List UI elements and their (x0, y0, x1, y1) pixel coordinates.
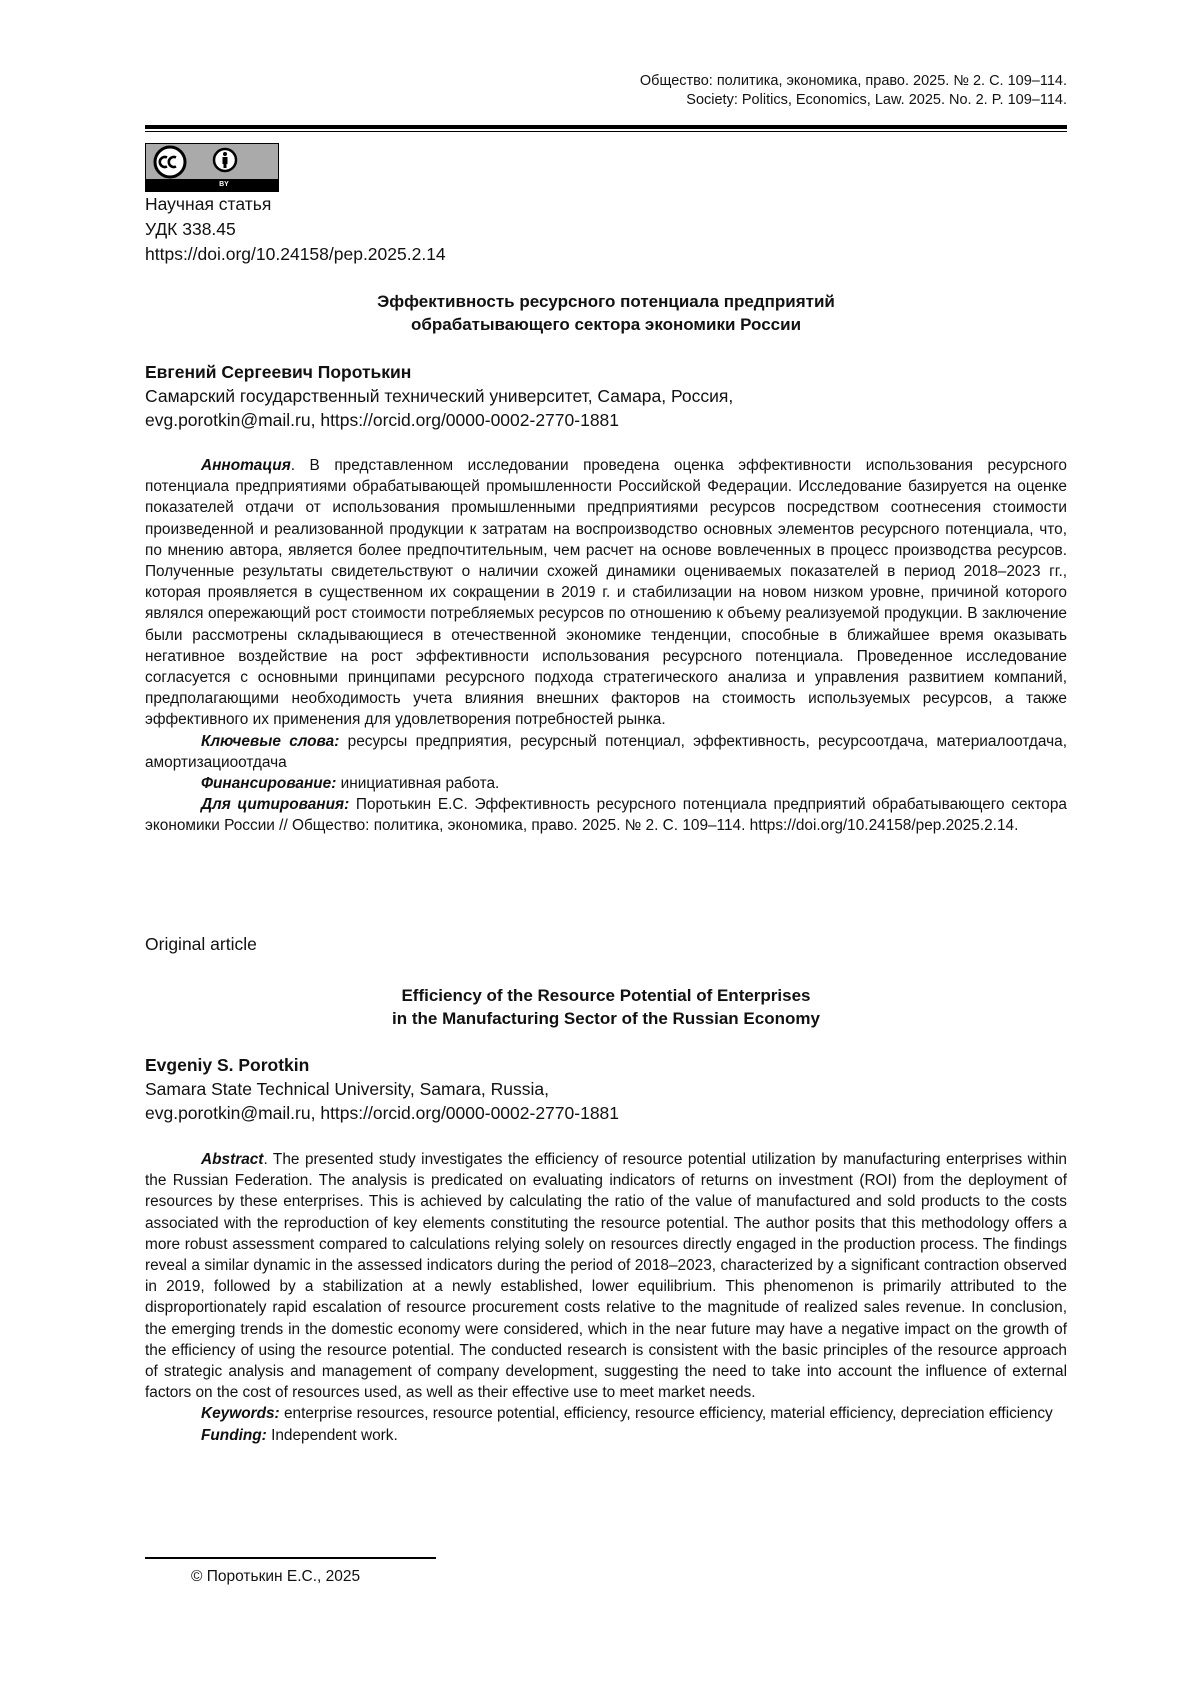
en-title-line1: Efficiency of the Resource Potential of Enterprises (401, 986, 811, 1005)
en-affiliation: Samara State Technical University, Samara, Russia, (145, 1079, 549, 1099)
article-meta (145, 192, 446, 267)
en-keywords (145, 1403, 1067, 1424)
cc-by-label: BY (219, 181, 229, 188)
ru-abstract-block (145, 455, 1067, 837)
running-head (640, 72, 1067, 110)
doi-link[interactable]: https://doi.org/10.24158/pep.2025.2.14 (145, 244, 446, 264)
en-funding (145, 1425, 1067, 1446)
en-title-line2: in the Manufacturing Sector of the Russian Economy (392, 1009, 820, 1028)
ru-citation-text: Поротькин Е.С. Эффективность ресурсного потенциала предприятий обрабатывающего сектора экономики России // Общество: политика, экономика, право. 2025. № 2. С. 109–114. https://doi.org/10.24158/pep.2025.2.14. (145, 796, 1067, 835)
en-keywords-label: Keywords: (201, 1405, 280, 1423)
ru-abstract-text: . В представленном исследовании проведена оценка эффективности использования ресурсного потенциала предприятиями обрабатывающей промышленности Российской Федерации. Исследование базируется на оценке показателей отдачи от использования промышленными предприятиями ресурсов посредством соотнесения стоимости произведенной и реализованной продукции к затратам на воспроизводство основных элементов ресурсного потенциала, что, по мнению автора, является более предпочтительным, чем расчет на основе вовлеченных в процесс производства ресурсов. Полученные результаты свидетельствуют о наличии схожей динамики оцениваемых показателей в период 2018–2023 гг., которая проявляется в существенном их сокращении в 2019 г. и стабилизации на новом низком уровне, причиной которого являлся опережающий рост стоимости потребляемых ресурсов по отношению к объему реализуемой продукции. В заключение были рассмотрены складывающиеся в отечественной экономике тенденции, способные в ближайшее время оказывать негативное воздействие на рост эффективности использования ресурсного потенциала. Проведенное исследование согласуется с основными принципами ресурсного подхода стратегического анализа и управления развитием компаний, предполагающими необходимость учета влияния внешних факторов на стоимость используемых ресурсов, а также эффективного их применения для удовлетворения потребностей рынка. (145, 457, 1067, 729)
ru-affiliation: Самарский государственный технический университет, Самара, Россия, (145, 386, 734, 406)
ru-keywords (145, 731, 1067, 773)
header-rule-thin (145, 131, 1067, 132)
en-funding-label: Funding: (201, 1426, 267, 1444)
cc-badge-graphic (146, 144, 280, 181)
cc-by-license-badge[interactable] (145, 143, 279, 192)
ru-contacts[interactable]: evg.porotkin@mail.ru, https://orcid.org/0000-0002-2770-1881 (145, 410, 620, 430)
en-keywords-text: enterprise resources, resource potential, efficiency, resource efficiency, material efficiency, depreciation efficiency (279, 1405, 1053, 1423)
ru-keywords-label: Ключевые слова: (201, 732, 340, 750)
en-contacts[interactable]: evg.porotkin@mail.ru, https://orcid.org/0000-0002-2770-1881 (145, 1103, 620, 1123)
ru-funding (145, 773, 1067, 794)
header-rule-thick (145, 125, 1067, 129)
ru-title (145, 290, 1067, 336)
ru-abstract (145, 455, 1067, 731)
ru-author-name: Евгений Сергеевич Поротькин (145, 362, 412, 382)
ru-title-line1: Эффективность ресурсного потенциала предприятий (377, 292, 835, 311)
ru-abstract-label: Аннотация (201, 457, 291, 474)
ru-citation (145, 794, 1067, 836)
en-author-block (145, 1053, 1067, 1125)
udc-code: УДК 338.45 (145, 219, 236, 239)
ru-funding-label: Финансирование: (201, 775, 337, 793)
en-abstract-label: Abstract (201, 1151, 264, 1168)
ru-title-line2: обрабатывающего сектора экономики России (410, 315, 802, 334)
en-abstract-text: . The presented study investigates the efficiency of resource potential utilization by manufacturing enterprises within the Russian Federation. The analysis is predicated on evaluating indicators of returns on investment (ROI) from the deployment of resources by these enterprises. This is achieved by calculating the ratio of the value of manufactured and sold products to the costs associated with the reproduction of key elements constituting the resource potential. The author posits that this methodology offers a more robust assessment compared to calculations relying solely on resources directly engaged in the production process. The findings reveal a similar dynamic in the assessed indicators during the period of 2018–2023, characterized by a significant contraction observed in 2019, followed by a stabilization at a newly established, lower equilibrium. This phenomenon is primarily attributed to the disproportionately rapid escalation of resource procurement costs relative to the magnitude of realized sales revenue. In conclusion, the emerging trends in the domestic economy were considered, which in the near future may have a negative impact on the growth of the efficiency of using the resource potential. The conducted research is consistent with the basic principles of the resource approach of strategic analysis and management of company development, suggesting the need to take into account the influence of external factors on the cost of resources used, as well as their effective use to meet market needs. (145, 1151, 1067, 1402)
running-head-en: Society: Politics, Economics, Law. 2025. No. 2. P. 109–114. (686, 92, 1067, 108)
ru-funding-text: инициативная работа. (336, 775, 500, 793)
ru-citation-label: Для цитирования: (201, 796, 350, 814)
ru-keywords-text: ресурсы предприятия, ресурсный потенциал, эффективность, ресурсоотдача, материалоотдача, амортизациоотдача (145, 732, 1067, 771)
footnote-rule (145, 1557, 436, 1559)
ru-author-block (145, 360, 1067, 432)
cc-icon (155, 147, 185, 177)
by-person-icon (214, 149, 236, 171)
en-author-name: Evgeniy S. Porotkin (145, 1055, 310, 1075)
article-type: Научная статья (145, 194, 272, 214)
en-funding-text: Independent work. (266, 1426, 398, 1444)
running-head-ru: Общество: политика, экономика, право. 2025. № 2. С. 109–114. (639, 73, 1067, 89)
en-abstract-block (145, 1149, 1067, 1446)
en-article-type: Original article (145, 934, 257, 954)
en-title (145, 984, 1067, 1030)
en-abstract (145, 1149, 1067, 1403)
copyright-notice: © Поротькин Е.С., 2025 (191, 1568, 361, 1585)
